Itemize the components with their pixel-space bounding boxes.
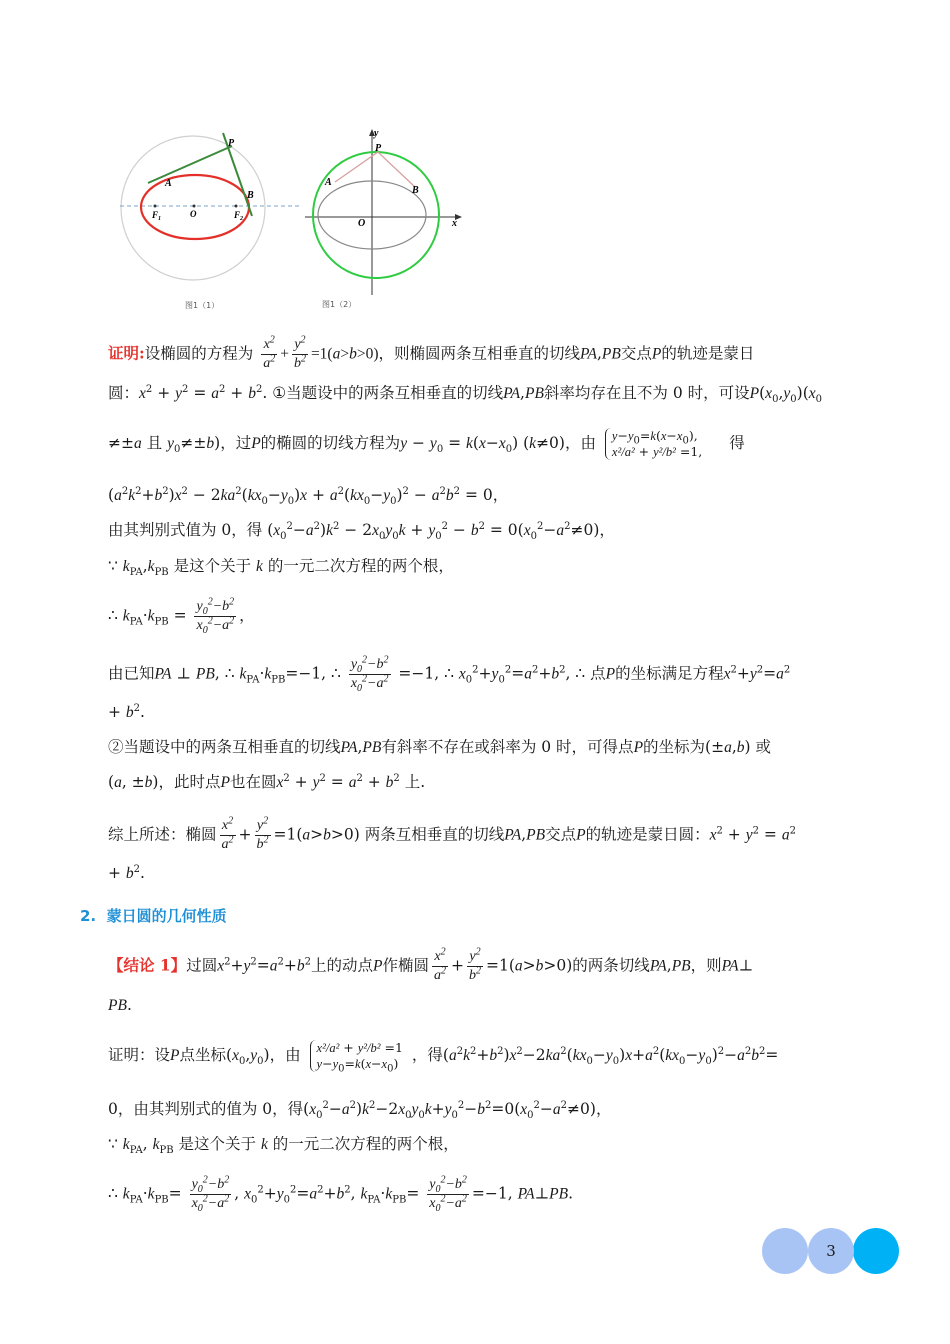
label-x: x [452,218,457,229]
conclusion-1-line-1: 【结论 1】过圆$x^2+y^2=a^2+b^2$上的动点P作椭圆 $\frac{x^2}{a^2}$ + $\frac{y^2}{b^2}$ =1(a>b>0)的两条切线PA,PB，则PA⊥ [108,946,754,983]
proof-line-8: 由已知PA ⊥ PB, ∴ $k_{PA}\cdot k_{PB}=-1$, ∴ $\frac{y_0^2-b^2}{x_0^2-a^2}$ =−1, ∴ $x_0^2+y_0^2=a^2+b^2$, ∴ 点P的坐标满足方程$x^2+y^2=a^2$ [108,654,791,694]
section-2-heading: 2. 蒙日圆的几何性质 [80,907,227,925]
label-b: B [412,185,419,196]
proof-line-6: ∵ $k_{PA},k_{PB}$ 是这个关于 k 的一元二次方程的两个根， [108,557,454,579]
caption-fig1: 图1（1） [185,301,220,310]
conclusion-1-line-4: 0，由其判别式的值为 0，得$(x_0^2-a^2)k^2-2x_0y_0k+y_0^2-b^2=0(x_0^2-a^2\ne 0)$， [108,1099,612,1122]
conclusion-1-line-2: PB. [108,996,132,1014]
conclusion-1-line-5: ∵ $k_{PA}$, $k_{PB}$ 是这个关于 k 的一元二次方程的两个根， [108,1135,459,1157]
proof-line-13: + $b^2$. [108,863,145,882]
label-f1: $F_1$ [152,210,162,222]
proof-line-10: ②当题设中的两条互相垂直的切线PA,PB有斜率不存在或斜率为 0 时，可得点P的坐标为(±a,b) 或 [108,738,772,756]
focus-f1 [154,205,157,208]
figure-1-2 [300,125,470,325]
label-o: O [190,209,197,219]
label-b: B [247,190,254,201]
caption-fig2: 图1（2） [322,300,357,309]
page-number: 3 [826,1242,836,1260]
proof-line-11: (a, ±b)，此时点P也在圆$x^2 + y^2 = a^2 + b^2$ 上. [108,772,426,791]
proof-line-9: + $b^2$. [108,702,145,721]
conclusion-1-line-6: ∴ $k_{PA}\cdot k_{PB}=$ $\frac{y_0^2-b^2}{x_0^2-a^2}$ , $x_0^2+y_0^2=a^2+b^2$, $k_{PA}\cdot k_{PB}=$ $\frac{y_0^2-b^2}{x_0^2-a^2}$ =−1, PA⊥PB. [108,1174,574,1214]
proof-line-12: 综上所述：椭圆 $\frac{x^2}{a^2}$ + $\frac{y^2}{b^2}$ =1(a>b>0) 两条互相垂直的切线PA,PB交点P的轨迹是蒙日圆：$x^2 + y^2 = a^2$ [108,815,796,852]
label-y: y [374,128,379,139]
proof-line-2: 圆：$x^2 + y^2 = a^2 + b^2$. ①当题设中的两条互相垂直的切线PA,PB斜率均存在且不为 0 时，可设$P(x_0,y_0)(x_0$ [108,383,823,406]
figure-1-1 [115,128,305,323]
page-badge-left [762,1228,808,1274]
proof-line-3: ≠±a 且 $y_0\ne\pm b$)，过P的椭圆的切线方程为$y - y_0 = k(x-x_0)$ (k≠0)，由 $y-y_0=k(x-x_0)$, x²/a² + y²/b² =1, 得 [108,428,745,459]
monge-circle [121,136,265,280]
focus-f2 [235,205,238,208]
label-p: P [228,138,235,149]
monge-circle [313,152,439,278]
conclusion-1-tag: 【结论 1】 [108,955,187,975]
proof-line-5: 由其判别式值为 0，得 $(x_0^2-a^2)k^2 - 2x_0y_0k + y_0^2 - b^2 = 0(x_0^2-a^2\ne 0)$， [108,520,615,543]
label-f2: $F_2$ [234,210,244,222]
label-a: A [325,177,332,188]
proof-line-1: 证明:设椭圆的方程为 $\frac{x^2}{a^2}$ + $\frac{y^2}{b^2}$ =1(a>b>0)，则椭圆两条互相垂直的切线PA,PB交点P的轨迹是蒙日 [108,334,755,371]
label-o: O [358,218,366,229]
proof-label: 证明: [108,343,145,363]
label-a: A [165,178,172,189]
page-badge-center [808,1228,854,1274]
center-o [193,205,196,208]
label-p: P [375,143,382,154]
conclusion-1-line-3: 证明：设P点坐标$(x_0,y_0)$，由 x²/a² + y²/b² =1 $y-y_0=k(x-x_0)$ ，得$(a^2k^2+b^2)x^2-2ka^2(kx_0-y_0)x+a^2(kx_0-y_0)^2-a^2b^2=$ [108,1040,779,1075]
proof-line-4: $(a^2k^2+b^2)x^2 - 2ka^2(kx_0-y_0)x + a^2(kx_0-y_0)^2 - a^2b^2 = 0$， [108,485,509,508]
proof-line-7: ∴ $k_{PA}\cdot k_{PB}$ = $\frac{y_0^2-b^2}{x_0^2-a^2}$ ， [108,596,255,636]
page-badge-right [853,1228,899,1274]
